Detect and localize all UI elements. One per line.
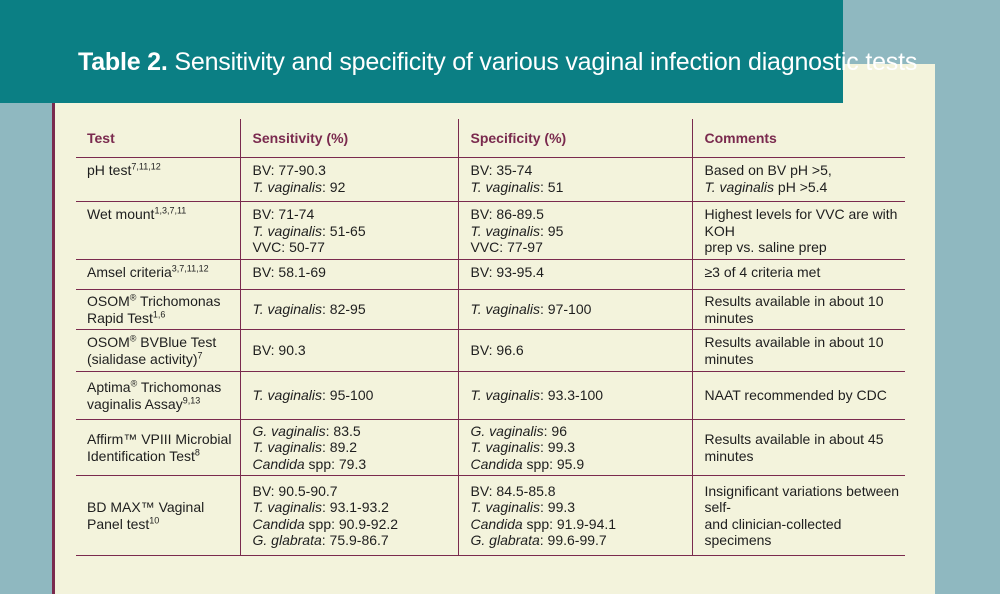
cell-sensitivity	[240, 158, 458, 202]
cell-sensitivity	[240, 330, 458, 372]
cell-test	[76, 290, 240, 330]
cell-line	[705, 264, 906, 281]
cell-specificity	[458, 372, 692, 420]
organism-name: T. vaginalis	[252, 301, 323, 318]
cell-line	[253, 532, 458, 549]
cell-line	[705, 431, 906, 464]
cell-comments	[692, 476, 905, 556]
cell-text: ≥3 of 4 criteria met	[704, 264, 821, 280]
organism-name: G. glabrata	[252, 532, 322, 548]
cell-text: BV: 71-74	[252, 206, 315, 222]
cell-text: Results available in about 10 minutes	[704, 293, 884, 326]
organism-name: G. vaginalis	[252, 422, 326, 439]
cell-text: pH test	[87, 162, 132, 178]
organism-name: T. vaginalis	[252, 439, 323, 456]
table-row	[76, 158, 905, 202]
cell-line	[705, 162, 906, 179]
cell-specificity	[458, 290, 692, 330]
cell-text: BV: 90.3	[252, 342, 306, 359]
cell-specificity	[458, 260, 692, 290]
cell-line	[471, 499, 692, 516]
cell-line	[471, 162, 692, 179]
citation-sup: ®	[130, 378, 138, 389]
cell-comments	[692, 330, 905, 372]
cell-line	[253, 179, 458, 196]
cell-text: BV: 86-89.5	[470, 206, 544, 222]
cell-text: Results available in about 45 minutes	[704, 431, 884, 464]
cell-test	[76, 476, 240, 556]
cell-text: Amsel criteria	[87, 264, 172, 280]
cell-line	[471, 264, 692, 281]
citation-sup: ®	[129, 333, 137, 344]
cell-comments	[692, 420, 905, 476]
cell-line	[253, 439, 458, 456]
citation-sup: ®	[129, 292, 137, 303]
table-title	[78, 48, 917, 77]
cell-specificity	[458, 202, 692, 260]
cell-test	[76, 260, 240, 290]
cell-text: spp: 91.9-94.1	[522, 515, 617, 532]
cell-text: Affirm™ VPIII Microbial Identification Test	[87, 431, 232, 464]
organism-name: T. vaginalis	[470, 499, 541, 515]
cell-line	[253, 456, 458, 473]
cell-sensitivity	[240, 476, 458, 556]
cell-text: : 51-65	[322, 222, 366, 239]
cell-specificity	[458, 420, 692, 476]
cell-line	[471, 179, 692, 196]
citation-sup: 8	[194, 446, 200, 457]
cell-text: spp: 90.9-92.2	[304, 515, 399, 532]
organism-name: Candida	[470, 515, 523, 532]
organism-name: G. glabrata	[470, 532, 540, 548]
cell-text: : 75.9-86.7	[321, 532, 389, 548]
organism-name: T. vaginalis	[252, 387, 323, 404]
cell-text: BD MAX™ Vaginal Panel test	[87, 499, 205, 532]
cell-line	[705, 483, 906, 516]
organism-name: T. vaginalis	[470, 222, 541, 239]
cell-line	[471, 439, 692, 456]
cell-text: spp: 95.9	[522, 455, 585, 472]
cell-test	[76, 372, 240, 420]
organism-name: G. vaginalis	[470, 422, 544, 439]
cell-text: BV: 93-95.4	[470, 264, 544, 280]
cell-line	[253, 342, 458, 359]
cell-line	[705, 293, 906, 326]
cell-text: : 93.1-93.2	[322, 499, 389, 515]
cell-line	[705, 239, 906, 256]
table-row	[76, 330, 905, 372]
cell-comments	[692, 202, 905, 260]
cell-test	[76, 420, 240, 476]
cell-line	[471, 456, 692, 473]
cell-line	[253, 264, 458, 281]
cell-sensitivity	[240, 202, 458, 260]
organism-name: T. vaginalis	[704, 178, 775, 195]
cell-line	[253, 162, 458, 179]
cell-line	[253, 223, 458, 240]
cell-line	[471, 239, 692, 256]
cell-line	[471, 423, 692, 440]
cell-line	[253, 516, 458, 533]
cell-line	[471, 387, 692, 404]
cell-text: BV: 96.6	[470, 342, 524, 359]
cell-text: : 51	[540, 178, 564, 195]
cell-text: BVBlue Test (sialidase activity)	[87, 334, 217, 367]
citation-sup: 10	[149, 514, 160, 525]
cell-specificity	[458, 476, 692, 556]
cell-text: : 96	[543, 422, 568, 439]
cell-text: : 95-100	[322, 387, 374, 404]
citation-sup: 1,3,7,11	[154, 205, 187, 216]
cell-line	[253, 239, 458, 256]
cell-text: : 92	[322, 178, 346, 195]
cell-text: : 89.2	[322, 439, 358, 456]
cell-text: Results available in about 10 minutes	[704, 334, 884, 367]
organism-name: Candida	[252, 515, 305, 532]
header-comments: Comments	[692, 119, 905, 158]
cell-line	[705, 179, 906, 196]
cell-text: OSOM	[87, 293, 130, 309]
table-header-row	[76, 119, 905, 158]
cell-line	[471, 206, 692, 223]
cell-line	[253, 499, 458, 516]
cell-line	[471, 516, 692, 533]
cell-text: Aptima	[87, 379, 131, 395]
header-specificity: Specificity (%)	[458, 119, 692, 158]
cell-sensitivity	[240, 420, 458, 476]
cell-text: spp: 79.3	[304, 455, 367, 472]
cell-text: : 82-95	[322, 301, 366, 318]
cell-text: Trichomonas Rapid Test	[87, 293, 221, 326]
cell-text: pH >5.4	[774, 178, 828, 195]
cell-line	[471, 483, 692, 500]
cell-text: BV: 84.5-85.8	[470, 482, 556, 499]
table-number: Table 2.	[78, 48, 168, 76]
organism-name: T. vaginalis	[252, 499, 323, 515]
cell-text: Trichomonas vaginalis Assay	[87, 379, 222, 412]
cell-line	[471, 532, 692, 549]
organism-name: T. vaginalis	[252, 222, 323, 239]
cell-line	[253, 387, 458, 404]
cell-text: prep vs. saline prep	[704, 239, 827, 255]
cell-text: BV: 77-90.3	[252, 162, 326, 178]
cell-comments	[692, 158, 905, 202]
cell-specificity	[458, 158, 692, 202]
table-row	[76, 260, 905, 290]
cell-text: BV: 58.1-69	[252, 264, 326, 280]
cell-line	[705, 334, 906, 367]
cell-line	[471, 342, 692, 359]
cell-line	[253, 206, 458, 223]
cell-text: : 95	[540, 222, 564, 239]
cell-sensitivity	[240, 372, 458, 420]
cell-line	[705, 206, 906, 239]
organism-name: T. vaginalis	[470, 301, 541, 318]
cell-specificity	[458, 330, 692, 372]
cell-comments	[692, 290, 905, 330]
cell-text: : 99.3	[540, 499, 576, 515]
cell-text: Insignificant variations between self-	[704, 482, 900, 515]
cell-text: and clinician-collected specimens	[704, 515, 842, 548]
header-sensitivity: Sensitivity (%)	[240, 119, 458, 158]
citation-sup: 3,7,11,12	[171, 263, 209, 274]
organism-name: Candida	[470, 455, 523, 472]
header-test: Test	[76, 119, 240, 158]
cell-test	[76, 158, 240, 202]
cell-test	[76, 330, 240, 372]
cell-test	[76, 202, 240, 260]
cell-line	[253, 483, 458, 500]
table-row	[76, 202, 905, 260]
cell-comments	[692, 260, 905, 290]
cell-text: : 99.3	[540, 439, 576, 456]
cell-text: Wet mount	[87, 206, 155, 222]
cell-text: NAAT recommended by CDC	[704, 387, 887, 404]
cell-sensitivity	[240, 290, 458, 330]
cell-text: VVC: 50-77	[252, 239, 325, 255]
cell-sensitivity	[240, 260, 458, 290]
cell-text: BV: 90.5-90.7	[252, 482, 338, 499]
cell-line	[705, 387, 906, 404]
title-banner	[0, 0, 918, 103]
cell-line	[705, 516, 906, 549]
table-body	[76, 158, 905, 556]
cell-text: BV: 35-74	[470, 162, 533, 178]
table-row	[76, 372, 905, 420]
organism-name: T. vaginalis	[470, 178, 541, 195]
table-row	[76, 420, 905, 476]
cell-line	[253, 301, 458, 318]
table-row	[76, 290, 905, 330]
diagnostic-tests-table	[76, 119, 905, 556]
table-caption: Sensitivity and specificity of various vaginal infection diagnostic tests	[174, 48, 918, 76]
cell-text: : 93.3-100	[540, 387, 604, 404]
citation-sup: 7,11,12	[131, 161, 161, 172]
citation-sup: 1,6	[152, 308, 166, 319]
citation-sup: 7	[197, 349, 203, 360]
cell-line	[471, 223, 692, 240]
table-row	[76, 476, 905, 556]
cell-text: VVC: 77-97	[470, 239, 543, 255]
cell-line	[253, 423, 458, 440]
cell-text: : 99.6-99.7	[539, 532, 607, 548]
organism-name: T. vaginalis	[252, 178, 323, 195]
cell-text: : 83.5	[325, 422, 361, 439]
cell-line	[471, 301, 692, 318]
organism-name: T. vaginalis	[470, 439, 541, 456]
cell-text: : 97-100	[540, 301, 592, 318]
cell-text: Highest levels for VVC are with KOH	[704, 206, 898, 239]
citation-sup: 9,13	[182, 394, 201, 405]
cell-text: Based on BV pH >5,	[704, 162, 832, 178]
organism-name: T. vaginalis	[470, 387, 541, 404]
cell-comments	[692, 372, 905, 420]
organism-name: Candida	[252, 455, 305, 472]
cell-text: OSOM	[87, 334, 130, 350]
